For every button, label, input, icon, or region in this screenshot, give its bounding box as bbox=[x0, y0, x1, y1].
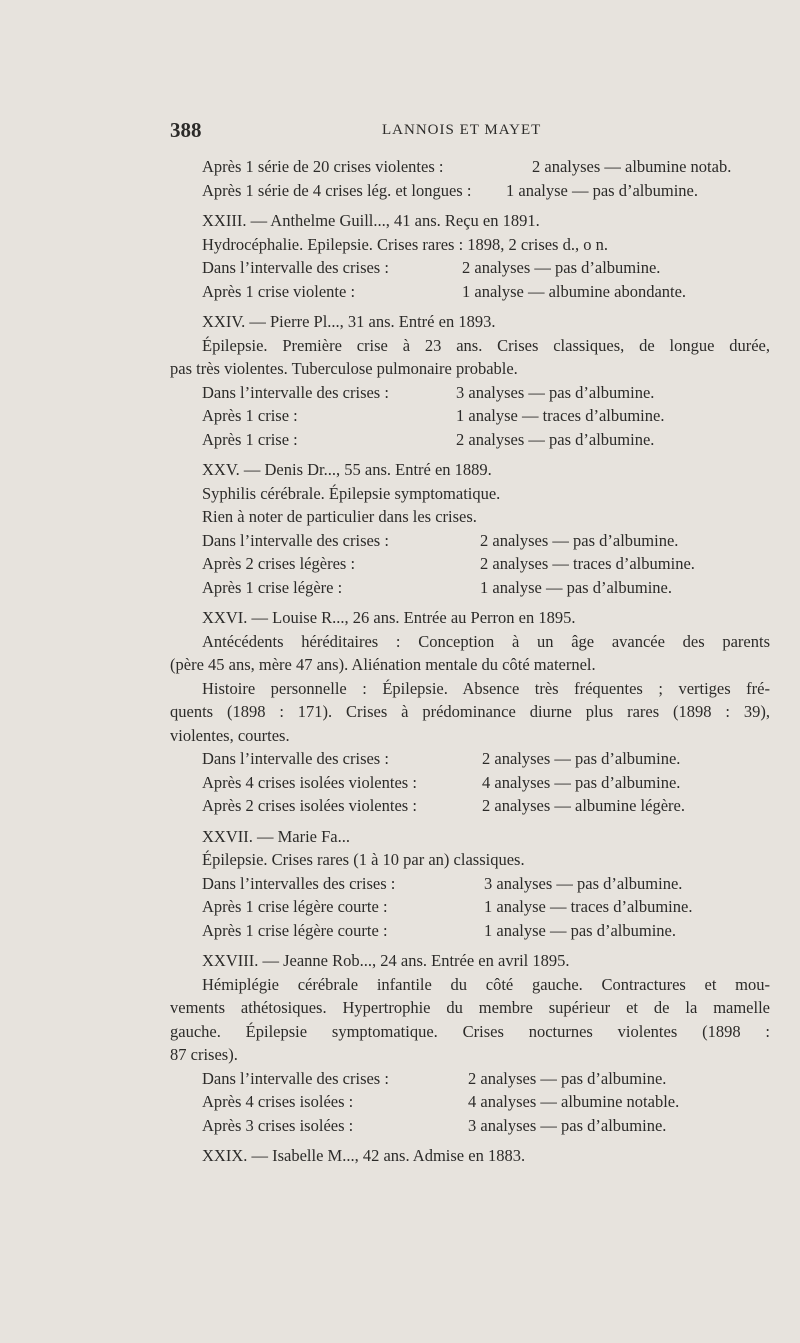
running-head: LANNOIS ET MAYET bbox=[382, 122, 542, 138]
case-heading: XXVI. — Louise R..., 26 ans. Entrée au Perron en 1895. bbox=[202, 608, 576, 627]
result-row: Après 3 crises isolées : 3 analyses — pas d’albumine. bbox=[202, 1115, 667, 1135]
case-heading: XXV. — Denis Dr..., 55 ans. Entré en 1889. bbox=[202, 460, 492, 479]
page-header bbox=[170, 118, 770, 146]
case-text: 87 crises). bbox=[170, 1045, 238, 1064]
result-row: Dans l’intervalle des crises : 2 analyses — pas d’albumine. bbox=[202, 258, 661, 277]
case-heading: XXIX. — Isabelle M..., 42 ans. Admise en 1883. bbox=[202, 1146, 526, 1165]
result-row: Dans l’intervalle des crises : 3 analyses — pas d’albumine. bbox=[202, 382, 655, 402]
result-row: Après 1 série de 4 crises lég. et longues : 1 analyse — pas d’albumine. bbox=[202, 180, 698, 200]
result-row: Après 2 crises légères : 2 analyses — traces d’albumine. bbox=[202, 554, 695, 573]
case-text: Hydrocéphalie. Epilepsie. Crises rares : 1898, 2 crises d., o n. bbox=[202, 234, 608, 254]
result-row: Après 4 crises isolées violentes : 4 analyses — pas d’albumine. bbox=[202, 772, 681, 792]
case-text: quents (1898 : 171). Crises à prédominance diurne plus rares (1898 : 39), bbox=[170, 702, 770, 721]
case-heading: XXVIII. — Jeanne Rob..., 24 ans. Entrée en avril 1895. bbox=[202, 951, 570, 970]
result-row: Après 1 crise légère courte : 1 analyse — traces d’albumine. bbox=[202, 897, 693, 916]
case-text: vements athétosiques. Hypertrophie du membre supérieur et de la mamelle bbox=[170, 998, 770, 1017]
result-row: Après 2 crises isolées violentes : 2 analyses — albumine légère. bbox=[202, 796, 685, 815]
page-number: 388 bbox=[170, 118, 202, 142]
case-text: Rien à noter de particulier dans les crises. bbox=[202, 507, 477, 526]
case-text: Histoire personnelle : Épilepsie. Absence très fréquentes ; vertiges fré- bbox=[202, 678, 770, 698]
case-text: (père 45 ans, mère 47 ans). Aliénation mentale du côté maternel. bbox=[170, 655, 596, 674]
result-row: Après 1 crise : 1 analyse — traces d’albumine. bbox=[202, 406, 665, 425]
case-text: Syphilis cérébrale. Épilepsie symptomatique. bbox=[202, 483, 501, 503]
result-row: Après 1 crise légère courte : 1 analyse — pas d’albumine. bbox=[202, 920, 676, 940]
result-row: Après 1 série de 20 crises violentes : 2 analyses — albumine notab. bbox=[202, 157, 732, 176]
case-text: Épilepsie. Première crise à 23 ans. Crises classiques, de longue durée, bbox=[202, 335, 770, 355]
case-text: Épilepsie. Crises rares (1 à 10 par an) classiques. bbox=[202, 850, 525, 869]
result-row: Après 1 crise violente : 1 analyse — albumine abondante. bbox=[202, 281, 687, 301]
page-body bbox=[170, 155, 770, 1168]
case-heading: XXIII. — Anthelme Guill..., 41 ans. Reçu en 1891. bbox=[202, 211, 540, 230]
case-heading: XXVII. — Marie Fa... bbox=[202, 826, 351, 846]
case-text: Hémiplégie cérébrale infantile du côté gauche. Contractures et mou- bbox=[202, 974, 770, 994]
result-row: Dans l’intervalle des crises : 2 analyses — pas d’albumine. bbox=[202, 530, 679, 550]
result-row: Après 4 crises isolées : 4 analyses — albumine notable. bbox=[202, 1092, 680, 1111]
result-row: Après 1 crise : 2 analyses — pas d’albumine. bbox=[202, 429, 655, 449]
case-heading: XXIV. — Pierre Pl..., 31 ans. Entré en 1893. bbox=[202, 312, 496, 331]
result-row: Dans l’intervalles des crises : 3 analyses — pas d’albumine. bbox=[202, 873, 683, 893]
result-row: Dans l’intervalle des crises : 2 analyses — pas d’albumine. bbox=[202, 1068, 667, 1088]
result-row: Après 1 crise légère : 1 analyse — pas d’albumine. bbox=[202, 577, 672, 597]
case-text: Antécédents héréditaires : Conception à un âge avancée des parents bbox=[202, 631, 770, 651]
result-row: Dans l’intervalle des crises : 2 analyses — pas d’albumine. bbox=[202, 749, 681, 768]
case-text: violentes, courtes. bbox=[170, 725, 290, 745]
case-text: gauche. Épilepsie symptomatique. Crises nocturnes violentes (1898 : bbox=[170, 1021, 770, 1041]
case-text: pas très violentes. Tuberculose pulmonaire probable. bbox=[170, 359, 518, 378]
